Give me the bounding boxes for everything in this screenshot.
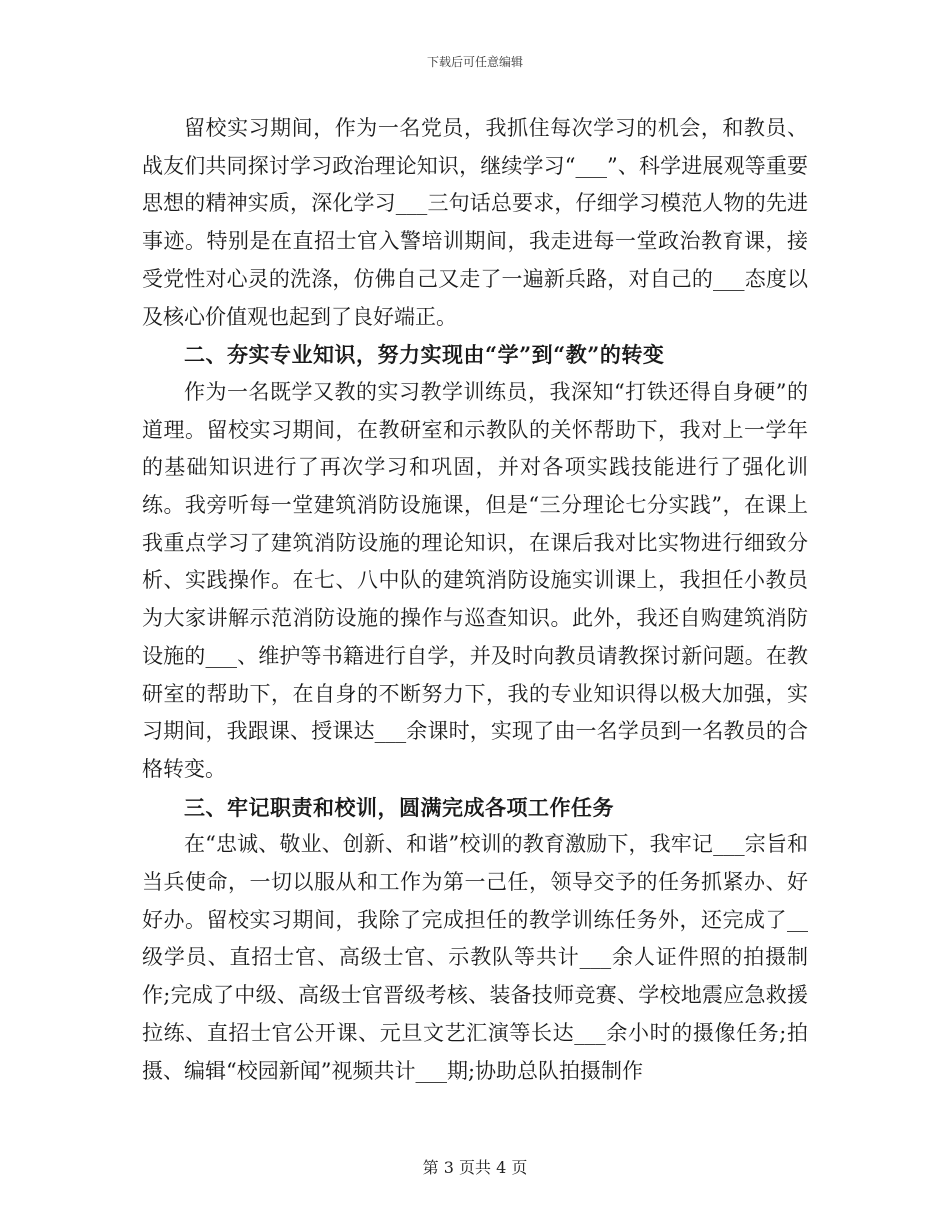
section-heading-professional-knowledge: 二、夯实专业知识，努力实现由“学”到“教”的转变 [184, 342, 665, 368]
section-heading-duties: 三、牢记职责和校训，圆满完成各项工作任务 [184, 794, 614, 820]
document-body [142, 110, 808, 1090]
page-header: 下载后可任意编辑 [426, 55, 523, 69]
page-number: 第 3 页共 4 页 [422, 1158, 528, 1177]
paragraph-professional-knowledge: 作为一名既学又教的实习教学训练员，我深知“打铁还得自身硬”的道理。留校实习期间，在教研室和示教队的关怀帮助下，我对上一学年的基础知识进行了再次学习和巩固，并对各项实践技能进行了强化训练。我旁听每一堂建筑消防设施课，但是“三分理论七分实践”，在课上我重点学习了建筑消防设施的理论知识，在课后我对比实物进行细致分析、实践操作。在七、八中队的建筑消防设施实训课上，我担任小教员为大家讲解示范消防设施的操作与巡查知识。此外，我还自购建筑消防设施的___、维护等书籍进行自学，并及时向教员请教探讨新问题。在教研室的帮助下，在自身的不断努力下，我的专业知识得以极大加强，实习期间，我跟课、授课达___余课时，实现了由一名学员到一名教员的合格转变。 [142, 379, 808, 781]
paragraph-duties: 在“忠诚、敬业、创新、和谐”校训的教育激励下，我牢记___宗旨和当兵使命，一切以服从和工作为第一己任，领导交予的任务抓紧办、好好办。留校实习期间，我除了完成担任的教学训练任务外，还完成了__级学员、直招士官、高级士官、示教队等共计___余人证件照的拍摄制作;完成了中级、高级士官晋级考核、装备技师竞赛、学校地震应急救援拉练、直招士官公开课、元旦文艺汇演等长达___余小时的摄像任务;拍摄、编辑“校园新闻”视频共计___期;协助总队拍摄制作 [142, 832, 808, 1083]
paragraph-party-study: 留校实习期间，作为一名党员，我抓住每次学习的机会，和教员、战友们共同探讨学习政治理论知识，继续学习“___”、科学进展观等重要思想的精神实质，深化学习___三句话总要求，仔细学习模范人物的先进事迹。特别是在直招士官入警培训期间，我走进每一堂政治教育课，接受党性对心灵的洗涤，仿佛自己又走了一遍新兵路，对自己的___态度以及核心价值观也起到了良好端正。 [142, 116, 808, 329]
